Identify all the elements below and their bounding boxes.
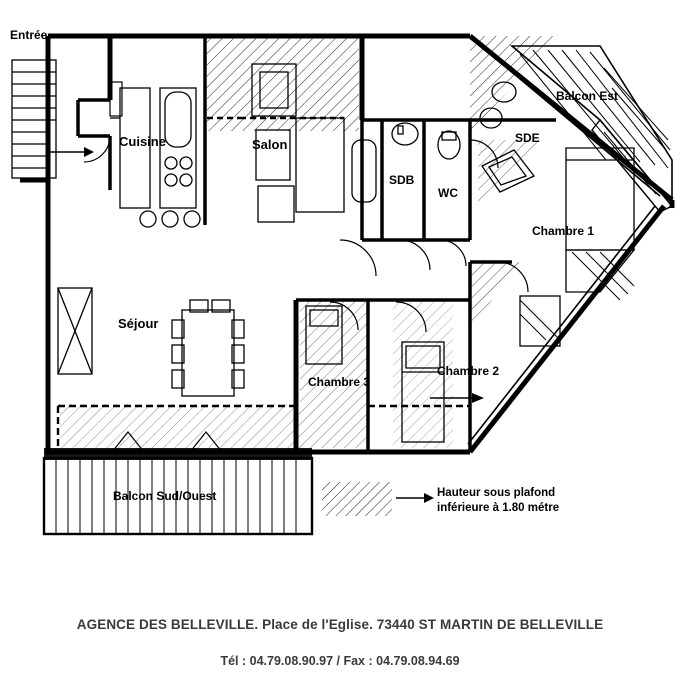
room-label-wc: WC [438, 186, 458, 200]
room-label-sde: SDE [515, 131, 540, 145]
legend-sample [322, 482, 434, 516]
room-label-salon: Salon [252, 137, 288, 152]
room-label-balcon-sud: Balcon Sud/Ouest [113, 489, 217, 503]
legend-line-1: Hauteur sous plafond [437, 487, 556, 499]
room-label-balcon-est: Balcon Est [556, 89, 619, 103]
room-label-entree: Entrée [10, 28, 48, 42]
entry-arrow [48, 147, 94, 157]
plan-geometry [12, 36, 672, 638]
legend-caption [437, 486, 559, 516]
room-label-sejour: Séjour [118, 316, 159, 331]
kitchen-fixtures [110, 88, 200, 227]
sejour-furniture [58, 288, 244, 396]
room-label-cuisine: Cuisine [119, 134, 166, 149]
agency-address: AGENCE DES BELLEVILLE. Place de l'Eglise. 73440 ST MARTIN DE BELLEVILLE [76, 617, 604, 632]
room-label-chambre-3: Chambre 3 [308, 375, 371, 389]
agency-phone: Tél : 04.79.08.90.97 / Fax : 04.79.08.94.69 [220, 654, 460, 668]
legend-line-2: inférieure à 1.80 métre [437, 502, 560, 514]
room-label-chambre-2: Chambre 2 [437, 364, 500, 378]
room-label-chambre-1: Chambre 1 [532, 224, 595, 238]
room-label-sdb: SDB [389, 173, 415, 187]
balcon-est-deck [512, 46, 672, 212]
